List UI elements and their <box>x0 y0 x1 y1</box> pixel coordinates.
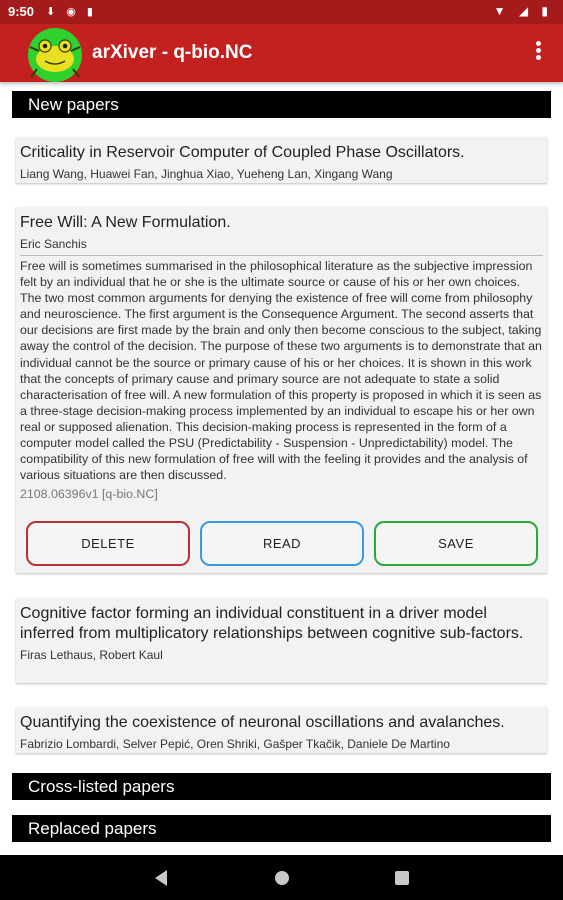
paper-abstract: Free will is sometimes summarised in the philosophical literature as the subjective impression felt by an individual that he or she is the ultimate source or cause of his or her own choices. The two most common arguments for denying the existence of free will come from philosophy and neuroscience. The first argument is the Consequence Argument. The second asserts that our decisions are first made by the brain and only then become conscious to the subject, taking away the control of the decision. The purpose of these two arguments is to demonstrate that an individual cannot be the source or primary cause of his or her choices. It is shown in this work that the concepts of primary cause and primary source are not adequate to state a solid characterisation of free will. A new formulation of this property is proposed in which it is seen as a three-stage decision-making process implemented by an individual to escape his or her own real or supposed alienation. This decision-making process is represented in the form of a computer model called the PSU (Predictability - Suspension - Unpredictability) model. The compatibility of this new formulation of free will with the feeling it provides and the analysis of various situations are then discussed. <box>20 255 543 483</box>
paper-title: Criticality in Reservoir Computer of Coupled Phase Oscillators. <box>20 144 465 161</box>
delete-button[interactable]: DELETE <box>26 521 190 566</box>
navigation-bar <box>0 855 563 900</box>
home-icon[interactable] <box>275 871 289 885</box>
recent-apps-icon[interactable] <box>395 871 409 885</box>
status-time: 9:50 <box>8 4 35 19</box>
action-buttons <box>26 521 540 567</box>
section-header-cross-listed[interactable]: Cross-listed papers <box>12 773 551 800</box>
frog-logo-icon <box>25 27 85 83</box>
paper-authors: Liang Wang, Huawei Fan, Jinghua Xiao, Yueheng Lan, Xingang Wang <box>20 167 393 181</box>
paper-title: Cognitive factor forming an individual constituent in a driver model inferred from multiplicatory relationships between cognitive sub-factors. <box>20 605 524 642</box>
paper-card-expanded[interactable] <box>16 207 547 573</box>
paper-card[interactable] <box>16 137 547 183</box>
notification-icons: ⬇ ◉ ▮ <box>46 6 97 18</box>
paper-authors: Eric Sanchis <box>20 237 87 251</box>
section-header-new-papers[interactable]: New papers <box>12 91 551 118</box>
paper-authors: Fabrizio Lombardi, Selver Pepić, Oren Shriki, Gašper Tkačik, Daniele De Martino <box>20 737 450 751</box>
status-bar <box>0 0 563 24</box>
system-status-icons: ▼ ◢ ▮ <box>493 4 553 18</box>
arxiv-id: 2108.06396v1 [q-bio.NC] <box>20 487 158 502</box>
save-button[interactable]: SAVE <box>374 521 538 566</box>
paper-card[interactable] <box>16 707 547 753</box>
paper-title: Free Will: A New Formulation. <box>20 214 231 231</box>
paper-card[interactable] <box>16 598 547 683</box>
app-title: arXiver - q-bio.NC <box>92 42 253 63</box>
overflow-menu-icon[interactable] <box>533 39 543 67</box>
paper-title: Quantifying the coexistence of neuronal oscillations and avalanches. <box>20 714 505 731</box>
read-button[interactable]: READ <box>200 521 364 566</box>
back-icon[interactable] <box>155 870 167 886</box>
section-header-replaced[interactable]: Replaced papers <box>12 815 551 842</box>
app-bar <box>0 24 563 82</box>
paper-authors: Firas Lethaus, Robert Kaul <box>20 648 163 662</box>
